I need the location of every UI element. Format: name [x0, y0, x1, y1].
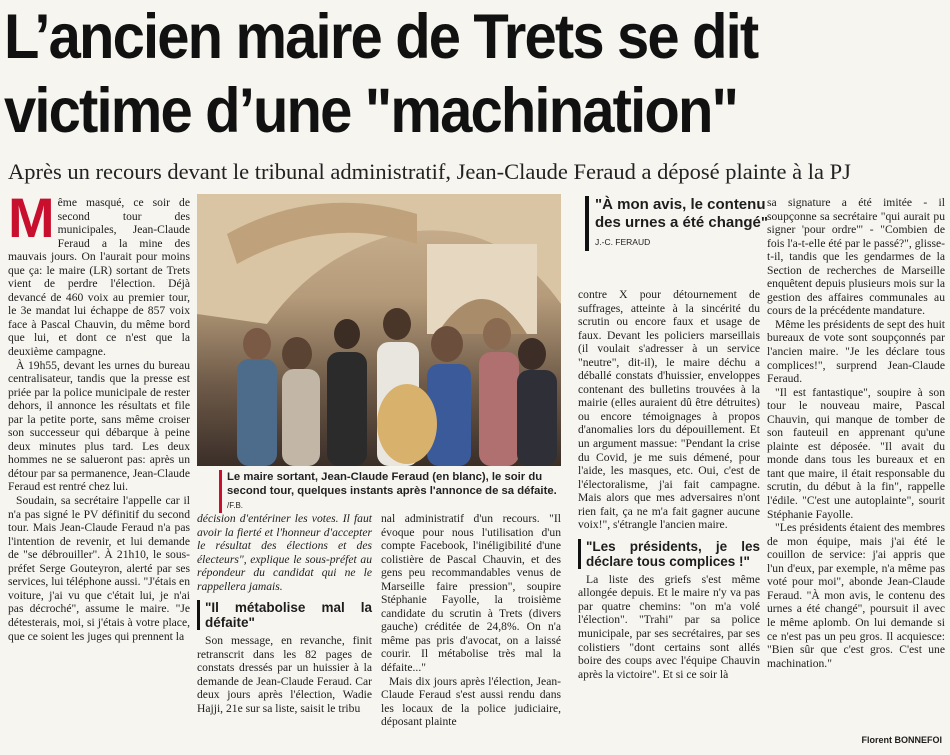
paragraph: décision d'entériner les votes. Il faut avoir la fierté et l'honneur d'accepter le résultat des élections et des électeurs", explique le sous-préfet au répondeur du candidat qui ne le rappellera jamais.	[197, 512, 372, 593]
headline-line-1: L’ancien maire de Trets se dit	[4, 2, 758, 72]
article-column-1	[8, 186, 190, 643]
article-photo	[197, 194, 561, 466]
article-column-3	[578, 288, 760, 681]
headline	[4, 0, 873, 148]
pull-quote-text: "À mon avis, le contenu des urnes a été changé"	[595, 196, 769, 231]
paragraph: sa signature a été imitée - il soupçonne sa secrétaire "qui aurait pu signer 'pour ordre'" - "Combien de fois l'a-t-elle été par le passé?", glisse-t-il, tandis que les gendarmes de la Section de recherches de Marseille enquêtent depuis plusieurs mois sur la gestion des affaires communales au cours de la précédente mandature.	[767, 196, 945, 318]
photo-caption	[219, 470, 572, 513]
photo-credit: /F.B.	[227, 501, 244, 510]
paragraph: nal administratif d'un recours. "Il évoque pour nous l'utilisation d'un compte Facebook, l'inéligibilité d'une colistière de Pascal Chauvin, et des gens peu recommandables venus de Marseille faire pression", soupire Stéphanie Fayolle, la troisième candidate du scrutin à Trets (divers gauche) créditée de 24,8%. On n'a même pas pris d'avocat, on a laissé courir. Il métabolise très mal la défaite..."	[381, 512, 561, 675]
caption-text: Le maire sortant, Jean-Claude Feraud (en blanc), le soir du second tour, quelques instants après l'annonce de sa défaite.	[227, 471, 557, 497]
article-column-4	[767, 196, 945, 670]
paragraph: ême masqué, ce soir de second tour des municipales, Jean-Claude Feraud a la mine des mauvais jours. On l'aurait pour moins que ça: le maire (LR) sortant de Trets vient de perdre l'élection. Déjà devancé de 460 voix au premier tour, le 3e mandat lui échappe de 857 voix face à Pascal Chauvin, du même bord que lui, et dont ce n'est que la deuxième campagne.	[8, 196, 190, 359]
paragraph: Soudain, sa secrétaire l'appelle car il n'a pas signé le PV définitif du second tour. Mais Jean-Claude Feraud n'a pas l'intention de revenir, et lui demande de "se débrouiller". À 21h10, le sous-préfet Serge Gouteyron, alerté par ses services, lui téléphone aussi. "J'étais en voiture, j'ai vu que c'était lui, je n'ai pas décroché", assume le maire. "Je détesterais, moi, si j'étais à votre place, que ce soient les juges qui prennent la	[8, 494, 190, 643]
intertitle: "Les présidents, je les déclare tous complices !"	[578, 539, 760, 569]
article-column-2a	[197, 512, 372, 716]
article-column-2b	[381, 512, 561, 729]
subhead: Après un recours devant le tribunal administratif, Jean-Claude Feraud a déposé plainte à la PJ	[8, 159, 851, 184]
paragraph: La liste des griefs s'est même allongée depuis. Et le maire n'y va pas par quatre chemins: "on m'a volé l'élection". "Trahi" par sa police municipale, par ses secrétaires, par ses colistiers "dont certains sont allés boire des coups avec l'équipe Chauvin après la victoire". Et si ce soir là	[578, 572, 760, 681]
drop-cap: M	[8, 186, 55, 249]
paragraph: Mais dix jours après l'élection, Jean-Claude Feraud s'est aussi rendu dans les locaux de la police judiciaire, déposant plainte	[381, 674, 561, 729]
paragraph: "Les présidents étaient des membres de mon équipe, mais j'ai été le couillon de service: j'ai appris que l'un d'eux, par exemple, n'a même pas voté pour moi", abonde Jean-Claude Feraud. "À mon avis, le contenu des urnes a été changé", poursuit il avec le même aplomb. On lui demande si ce n'est pas un peu gros. Il acquiesce: "Bien sûr que c'est gros. C'est une machination."	[767, 521, 945, 670]
headline-line-2: victime d’une "machination"	[4, 76, 738, 146]
author-byline: Florent BONNEFOI	[861, 735, 942, 745]
pull-quote-attribution: J.-C. FERAUD	[595, 237, 651, 247]
crowd-photo-illustration	[197, 194, 561, 466]
paragraph: À 19h55, devant les urnes du bureau centralisateur, tandis que la presse est priée par la police municipale de rester dehors, il annonce les résultats et file par la petite porte, sans même croiser son successeur qui débarque à peine deux minutes plus tard. Les deux hommes ne se salueront pas: après un détour par sa permanence, Jean-Claude Feraud est rentré chez lui.	[8, 358, 190, 494]
paragraph: "Il est fantastique", soupire à son tour le nouveau maire, Pascal Chauvin, qui manque de tomber de son fauteuil en apprenant qu'une plainte est déposée. "Il avait du monde dans tous les bureaux et en tant que maire, il était responsable du scrutin, du début à la fin", rappelle l'édile. "C'est une autoplainte", sourit Stéphanie Fayolle.	[767, 385, 945, 521]
paragraph: Même les présidents de sept des huit bureaux de vote sont soupçonnés par l'ancien maire. "Je les déclare tous complices!", surprend Jean-Claude Feraud.	[767, 317, 946, 386]
intertitle: "Il métabolise mal la défaite"	[197, 600, 372, 630]
paragraph: Son message, en revanche, finit retranscrit dans les 82 pages de constats dressés par un huissier à la demande de Jean-Claude Feraud. Car deux jours après l'élection, Wadie Hajji, 21e sur sa liste, saisit le tribu	[197, 634, 372, 716]
pull-quote	[585, 196, 770, 251]
paragraph: contre X pour détournement de suffrages, atteinte à la sincérité du scrutin ou encore faux et usage de faux. Devant les policiers marseillais (il voulait s'adresser à un service "neutre", dit-il), le maire déchu a déballé constats d'huissier, enveloppes contenant des bulletins trouvées à la mairie (elles auraient dû être détruites) ou encore témoignages à propos d'anomalies lors du dépouillement. Et un argument massue: "Pendant la crise du Covid, je me suis démené, pour l'aide, les masques, etc. Oui, c'est de l'électoralisme, j'ai fait campagne. Mais alors que mes adversaires n'ont rien fait, ça ne m'a fait gagner aucune voix!", s'étrangle l'ancien maire.	[578, 288, 760, 532]
